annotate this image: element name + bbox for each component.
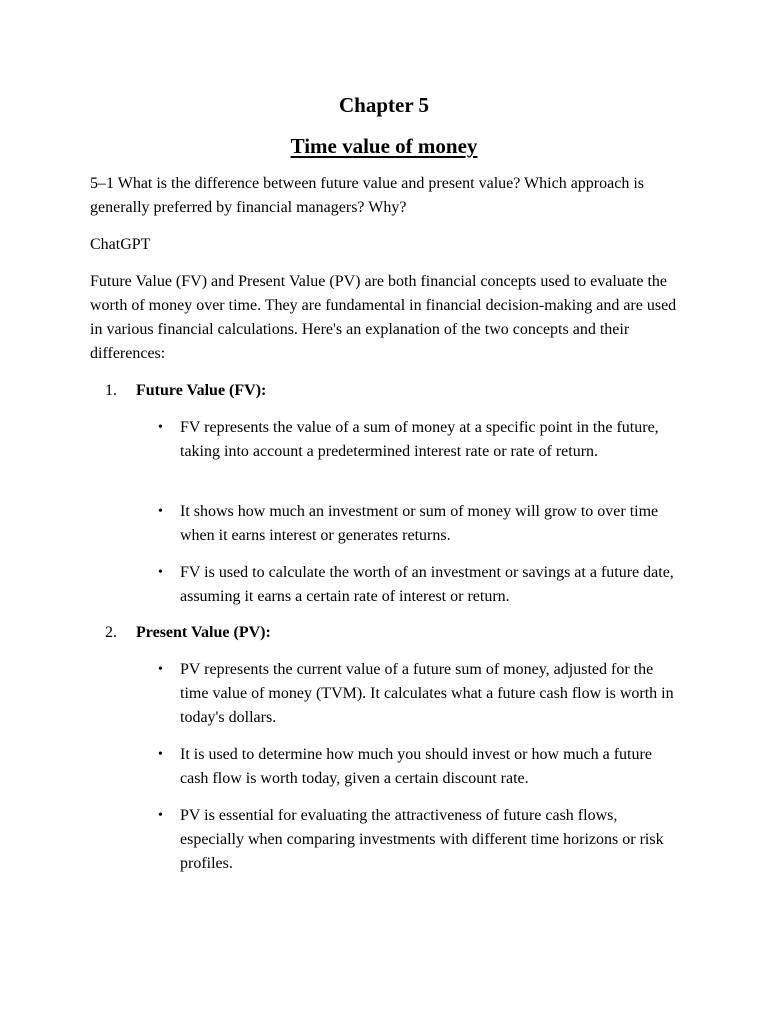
bullet-icon: • <box>158 420 163 435</box>
item-number: 1. <box>105 382 117 399</box>
question-paragraph: 5–1 What is the difference between future value and present value? Which approach is generally preferred by financial managers? Why? <box>90 175 644 216</box>
item-heading: Future Value (FV): <box>136 382 267 399</box>
intro-paragraph: Future Value (FV) and Present Value (PV) are both financial concepts used to evaluate the worth of money over time. They are fundamental in financial decision-making and are used in various financial calculations. Here's an explanation of the two concepts and their differences: <box>90 273 677 362</box>
numbered-item-future-value <box>105 379 665 403</box>
bullet-icon: • <box>158 504 163 519</box>
list-item <box>158 500 678 548</box>
numbered-item-present-value <box>105 621 665 645</box>
list-item <box>158 743 678 791</box>
list-item <box>158 658 678 730</box>
item-number: 2. <box>105 624 117 641</box>
bullet-icon: • <box>158 662 163 677</box>
item-heading: Present Value (PV): <box>136 624 271 641</box>
list-item-text: PV represents the current value of a future sum of money, adjusted for the time value of money (TVM). It calculates what a future cash flow is worth in today's dollars. <box>180 661 674 726</box>
list-item <box>158 416 678 464</box>
page-title: Time value of money <box>290 134 478 158</box>
bullet-icon: • <box>158 808 163 823</box>
list-item-text: FV is used to calculate the worth of an investment or savings at a future date, assuming it earns a certain rate of interest or return. <box>180 564 674 605</box>
list-item-text: It is used to determine how much you should invest or how much a future cash flow is worth today, given a certain discount rate. <box>180 746 652 787</box>
list-item-text: PV is essential for evaluating the attractiveness of future cash flows, especially when comparing investments with different time horizons or risk profiles. <box>180 807 664 872</box>
list-item <box>158 561 678 609</box>
list-item-text: FV represents the value of a sum of money at a specific point in the future, taking into account a predetermined interest rate or rate of return. <box>180 419 659 460</box>
chapter-heading: Chapter 5 <box>338 93 430 117</box>
bullet-icon: • <box>158 747 163 762</box>
source-label: ChatGPT <box>90 236 151 253</box>
list-item-text: It shows how much an investment or sum of money will grow to over time when it earns interest or generates returns. <box>180 503 659 544</box>
list-item <box>158 804 678 876</box>
bullet-icon: • <box>158 565 163 580</box>
